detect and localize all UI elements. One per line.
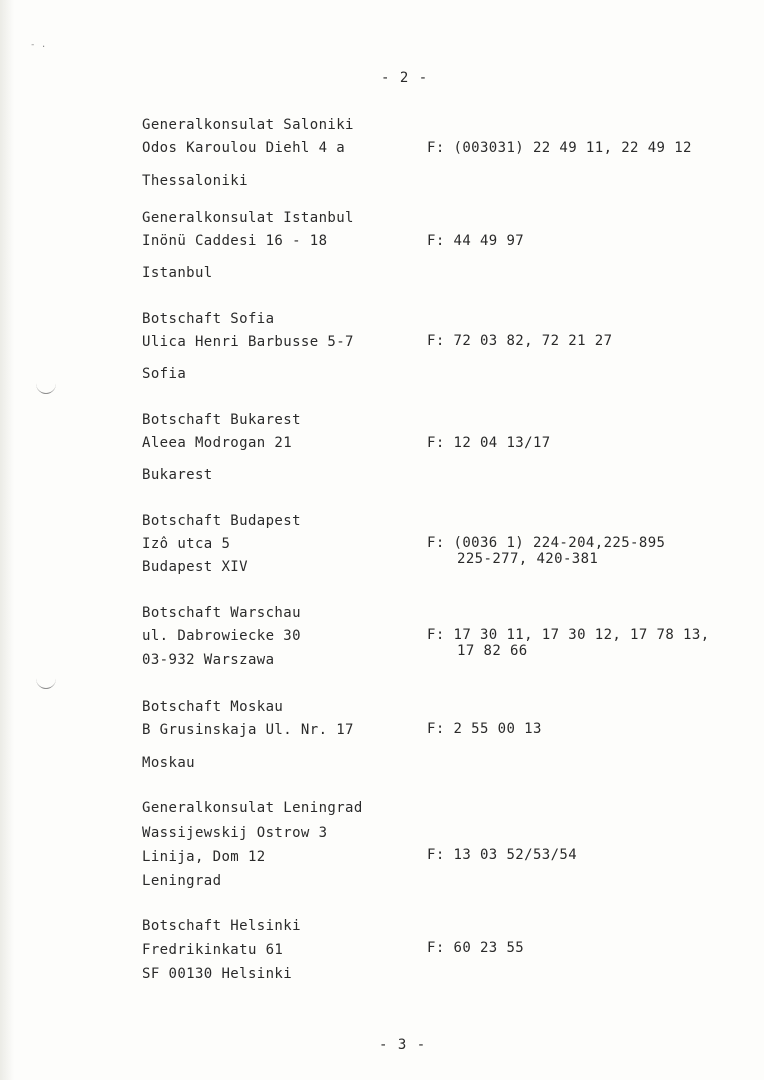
fax-line: F: 17 30 11, 17 30 12, 17 78 13,: [427, 627, 710, 643]
entry-address: Fredrikinkatu 61: [142, 942, 284, 958]
entry-city: Moskau: [142, 755, 195, 771]
address-entry-budapest: [142, 513, 742, 613]
entry-address: Ulica Henri Barbusse 5-7: [142, 334, 354, 350]
entry-title: Botschaft Sofia: [142, 311, 275, 327]
entry-city: SF 00130 Helsinki: [142, 966, 293, 982]
entry-address: Izô utca 5: [142, 536, 231, 552]
entry-title: Generalkonsulat Saloniki: [142, 117, 354, 133]
address-entry-helsinki: [142, 918, 742, 1018]
punch-hole-mark: [36, 373, 56, 394]
fax-line: F: (0036 1) 224-204,225-895: [427, 535, 666, 551]
page-number-bottom: - 3 -: [379, 1037, 427, 1053]
entry-title: Botschaft Helsinki: [142, 918, 301, 934]
entry-city: Budapest XIV: [142, 559, 248, 575]
punch-hole-mark: [36, 668, 56, 689]
entry-title: Botschaft Bukarest: [142, 412, 301, 428]
fax-line: F: (003031) 22 49 11, 22 49 12: [427, 140, 692, 156]
scan-speck-mark: - .: [30, 40, 47, 50]
entry-fax: [427, 435, 551, 451]
entry-address: Odos Karoulou Diehl 4 a: [142, 140, 346, 156]
fax-line: F: 72 03 82, 72 21 27: [427, 333, 613, 349]
entry-address: B Grusinskaja Ul. Nr. 17: [142, 722, 354, 738]
fax-line-continued: 225-277, 420-381: [457, 551, 599, 567]
fax-line: F: 12 04 13/17: [427, 435, 551, 451]
address-entry-leningrad: [142, 800, 742, 900]
entry-fax: [427, 721, 542, 737]
fax-line: F: 13 03 52/53/54: [427, 847, 578, 863]
entry-title: Generalkonsulat Istanbul: [142, 210, 354, 226]
entry-city: Leningrad: [142, 873, 222, 889]
entry-title: Generalkonsulat Leningrad: [142, 800, 363, 816]
entry-title: Botschaft Warschau: [142, 605, 301, 621]
address-entry-warschau: [142, 605, 742, 705]
fax-line: F: 60 23 55: [427, 940, 525, 956]
entry-city: Sofia: [142, 366, 187, 382]
entry-address: Wassijewskij Ostrow 3: [142, 825, 328, 841]
entry-fax: [427, 847, 577, 863]
fax-line-continued: 17 82 66: [457, 643, 528, 659]
entry-city: Bukarest: [142, 467, 213, 483]
entry-address: Inönü Caddesi 16 - 18: [142, 233, 328, 249]
entry-address: Aleea Modrogan 21: [142, 435, 293, 451]
address-entry-saloniki: [142, 117, 742, 217]
entry-fax: [427, 140, 692, 156]
entry-fax: [427, 535, 665, 567]
entry-address-line-2: Linija, Dom 12: [142, 849, 266, 865]
address-entry-sofia: [142, 311, 742, 411]
entry-fax: [427, 627, 710, 659]
scan-edge-shadow: [0, 0, 14, 1080]
entry-fax: [427, 940, 524, 956]
entry-title: Botschaft Budapest: [142, 513, 301, 529]
entry-address: ul. Dabrowiecke 30: [142, 628, 301, 644]
entry-fax: [427, 233, 524, 249]
address-entry-bukarest: [142, 412, 742, 512]
entry-city: 03-932 Warszawa: [142, 652, 275, 668]
address-entry-moskau: [142, 699, 742, 799]
entry-city: Thessaloniki: [142, 173, 248, 189]
page-number-top: - 2 -: [381, 70, 429, 86]
entry-title: Botschaft Moskau: [142, 699, 284, 715]
entry-fax: [427, 333, 612, 349]
fax-line: F: 2 55 00 13: [427, 721, 542, 737]
entry-city: Istanbul: [142, 265, 213, 281]
address-entry-istanbul: [142, 210, 742, 310]
fax-line: F: 44 49 97: [427, 233, 525, 249]
